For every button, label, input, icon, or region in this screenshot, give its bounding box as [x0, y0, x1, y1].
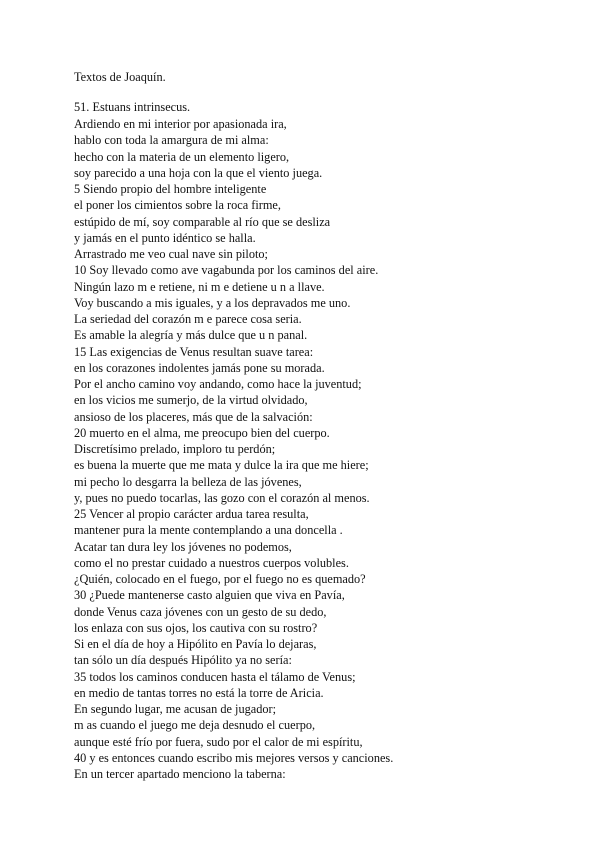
poem-line: aunque esté frío por fuera, sudo por el calor de mi espíritu, [74, 734, 363, 749]
poem-line: es buena la muerte que me mata y dulce la ira que me hiere; [74, 458, 369, 473]
poem-line: Voy buscando a mis iguales, y a los depravados me uno. [74, 295, 351, 310]
poem-line: 15 Las exigencias de Venus resultan suave tarea: [74, 344, 314, 359]
poem-line: Ardiendo en mi interior por apasionada ira, [74, 117, 287, 131]
poem-line: en los vicios me sumerjo, de la virtud olvidado, [74, 393, 308, 408]
poem-line: como el no prestar cuidado a nuestros cuerpos volubles. [74, 555, 349, 570]
poem-line: 25 Vencer al propio carácter ardua tarea resulta, [74, 507, 309, 521]
poem-line: mi pecho lo desgarra la belleza de las jóvenes, [74, 474, 302, 489]
poem-line: ansioso de los placeres, más que de la salvación: [74, 409, 313, 424]
poem-line: mantener pura la mente contemplando a una doncella . [74, 523, 343, 538]
poem-line: y, pues no puedo tocarlas, las gozo con el corazón al menos. [74, 490, 370, 505]
poem-line: En segundo lugar, me acusan de jugador; [74, 702, 277, 716]
document-title: Textos de Joaquín. [74, 70, 166, 84]
poem-line: en medio de tantas torres no está la torre de Aricia. [74, 685, 324, 700]
poem-line: 20 muerto en el alma, me preocupo bien del cuerpo. [74, 425, 330, 440]
poem-line: donde Venus caza jóvenes con un gesto de su dedo, [74, 604, 327, 619]
poem-line: hablo con toda la amargura de mi alma: [74, 133, 269, 148]
poem-line: 10 Soy llevado como ave vagabunda por los caminos del aire. [74, 263, 379, 278]
poem-line: tan sólo un día después Hipólito ya no sería: [74, 653, 292, 668]
poem-line: hecho con la materia de un elemento ligero, [74, 149, 290, 164]
poem-line: y jamás en el punto idéntico se halla. [74, 230, 256, 245]
poem-line: Por el ancho camino voy andando, como hace la juventud; [74, 377, 362, 391]
poem-line: La seriedad del corazón m e parece cosa seria. [74, 312, 302, 326]
poem-line: en los corazones indolentes jamás pone su morada. [74, 360, 325, 375]
poem-line: 40 y es entonces cuando escribo mis mejores versos y canciones. [74, 750, 394, 765]
poem-line: ¿Quién, colocado en el fuego, por el fuego no es quemado? [74, 572, 366, 586]
poem-heading: 51. Estuans intrinsecus. [74, 100, 191, 114]
poem-line: 35 todos los caminos conducen hasta el tálamo de Venus; [74, 669, 356, 684]
poem-line: Ningún lazo m e retiene, ni m e detiene u n a llave. [74, 279, 325, 294]
text-block [74, 68, 574, 782]
poem-line: Si en el día de hoy a Hipólito en Pavía lo dejaras, [74, 637, 317, 651]
poem-line: 30 ¿Puede mantenerse casto alguien que viva en Pavía, [74, 588, 345, 603]
poem-line: Es amable la alegría y más dulce que u n panal. [74, 328, 308, 343]
poem-line: m as cuando el juego me deja desnudo el cuerpo, [74, 718, 316, 733]
poem-line: los enlaza con sus ojos, los cautiva con su rostro? [74, 620, 318, 635]
poem-line: En un tercer apartado menciono la taberna: [74, 767, 286, 781]
poem-line: Discretísimo prelado, imploro tu perdón; [74, 442, 276, 456]
poem-line: estúpido de mí, soy comparable al río que se desliza [74, 214, 331, 229]
poem-line: Acatar tan dura ley los jóvenes no podemos, [74, 539, 292, 554]
poem-line: el poner los cimientos sobre la roca firme, [74, 198, 281, 213]
poem-body [74, 116, 574, 782]
poem-line: Arrastrado me veo cual nave sin piloto; [74, 247, 268, 261]
poem-line: soy parecido a una hoja con la que el viento juega. [74, 165, 323, 180]
poem-line: 5 Siendo propio del hombre inteligente [74, 182, 267, 196]
